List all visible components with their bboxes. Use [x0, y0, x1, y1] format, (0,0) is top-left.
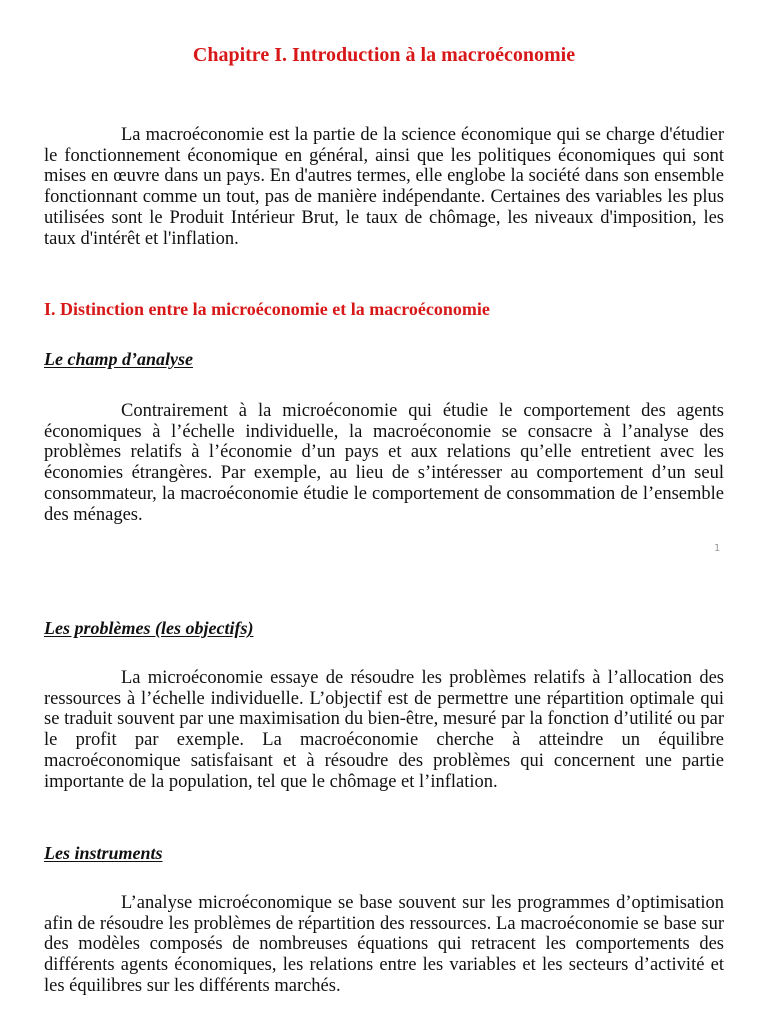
paragraph-champ-analyse: Contrairement à la microéconomie qui étudie le comportement des agents économiques à l’échelle individuelle, la macroéconomie se consacre à l’analyse des problèmes relatifs à l’économie d’un pays et aux relations qu’elle entretient avec les économies étrangères. Par exemple, au lieu de s’intéresser au comportement d’un seul consommateur, la macroéconomie étudie le comportement de consommation de l’ensemble des ménages. [44, 401, 724, 525]
chapter-title: Chapitre I. Introduction à la macroéconomie [192, 44, 576, 66]
subsection-heading-instruments: Les instruments [44, 843, 163, 863]
subsection-heading-champ-analyse: Le champ d’analyse [44, 349, 193, 369]
section-heading-distinction: I. Distinction entre la microéconomie et la macroéconomie [44, 299, 490, 319]
page-number: 1 [714, 543, 721, 554]
intro-paragraph: La macroéconomie est la partie de la science économique qui se charge d'étudier le fonctionnement économique en général, ainsi que les politiques économiques qui sont mises en œuvre dans un pays. En d'autres termes, elle englobe la société dans son ensemble fonctionnant comme un tout, pas de manière indépendante. Certaines des variables les plus utilisées sont le Produit Intérieur Brut, le taux de chômage, les niveaux d'imposition, les taux d'intérêt et l'inflation. [44, 125, 724, 249]
subsection-heading-problemes: Les problèmes (les objectifs) [44, 618, 254, 638]
paragraph-instruments: L’analyse microéconomique se base souvent sur les programmes d’optimisation afin de résoudre les problèmes de répartition des ressources. La macroéconomie se base sur des modèles composés de nombreuses équations qui retracent les comportements des différents agents économiques, les relations entre les variables et les secteurs d’activité et les équilibres sur les différents marchés. [44, 893, 724, 996]
paragraph-problemes: La microéconomie essaye de résoudre les problèmes relatifs à l’allocation des ressources à l’échelle individuelle. L’objectif est de permettre une répartition optimale qui se traduit souvent par une maximisation du bien-être, mesuré par la fonction d’utilité ou par le profit par exemple. La macroéconomie cherche à atteindre un équilibre macroéconomique satisfaisant et à résoudre des problèmes qui concernent une partie importante de la population, tel que le chômage et l’inflation. [44, 668, 724, 792]
